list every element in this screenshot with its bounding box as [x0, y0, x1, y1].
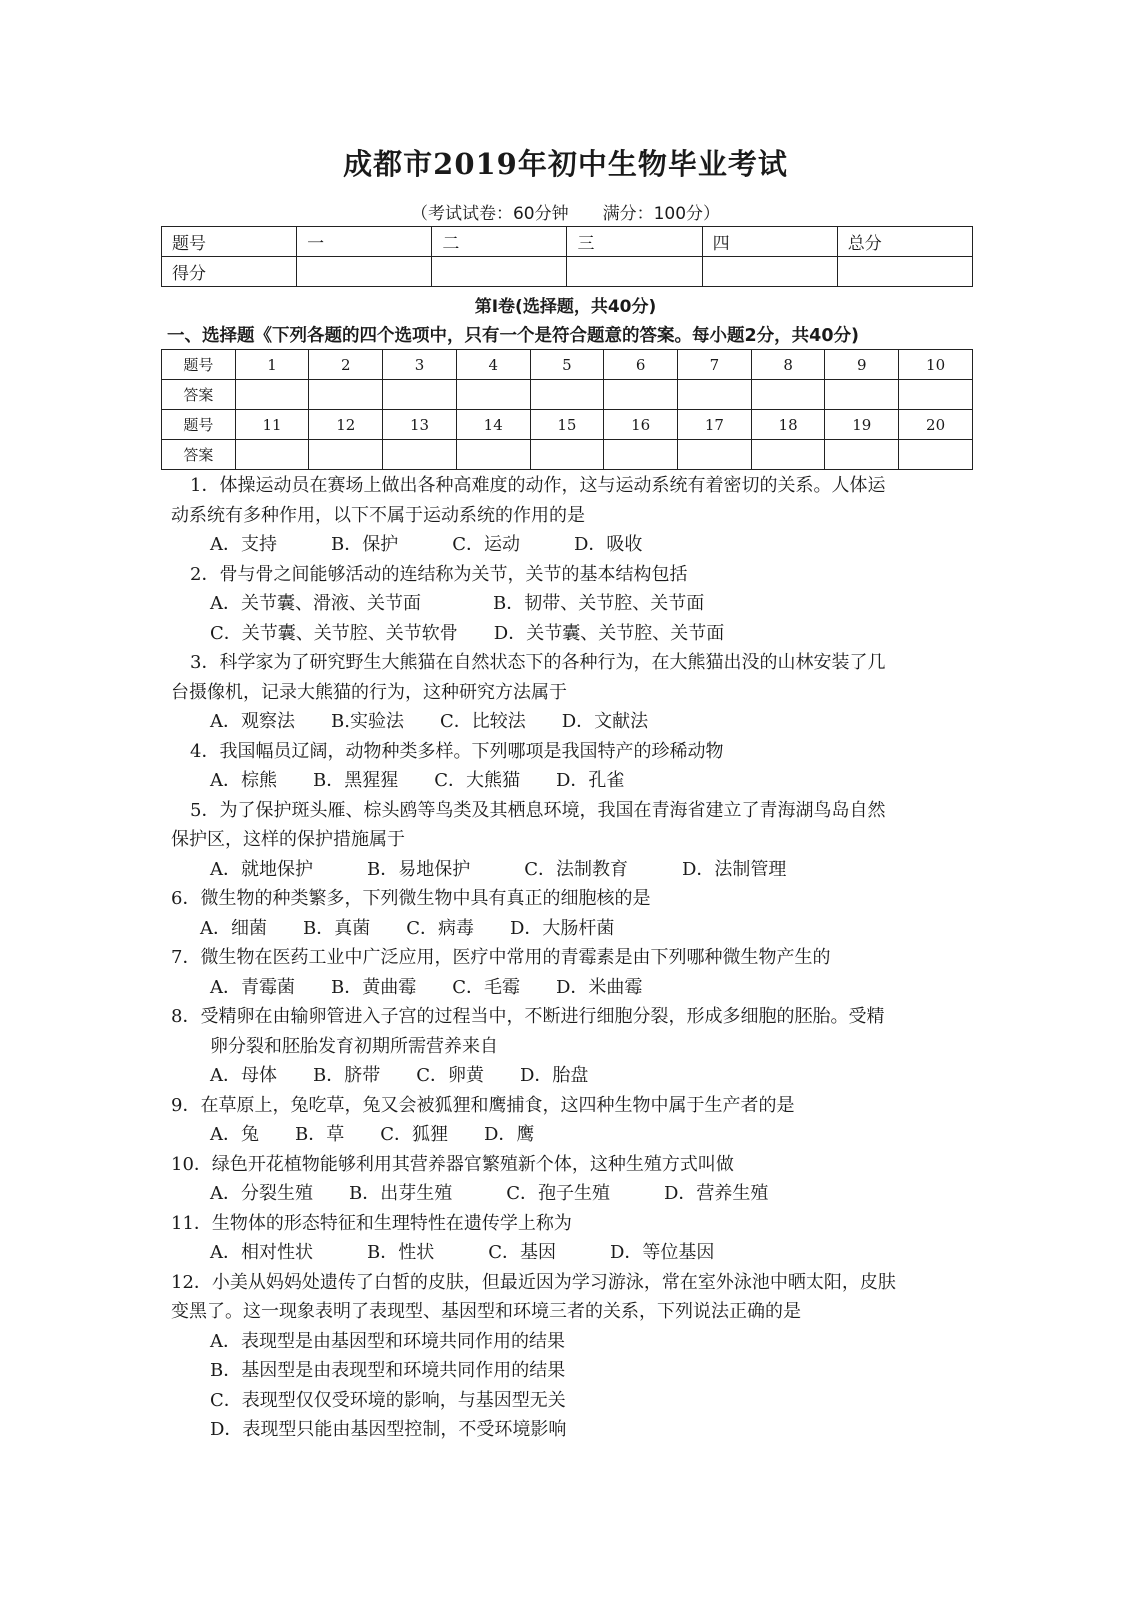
answer-blank-cell — [530, 380, 604, 410]
question-1-stem: 1．体操运动员在赛场上做出各种高难度的动作，这与运动系统有着密切的关系。人体运 — [190, 475, 886, 496]
question-7-stem: 7．微生物在医药工业中广泛应用，医疗中常用的青霉素是由下列哪种微生物产生的 — [171, 947, 831, 968]
score-table — [161, 226, 973, 287]
question-12-stem: 12．小美从妈妈处遗传了白皙的皮肤，但最近因为学习游泳，常在室外泳池中晒太阳，皮肤 — [171, 1272, 896, 1293]
answer-blank-cell — [235, 440, 309, 470]
question-10-options: A．分裂生殖 B．出芽生殖 C．孢子生殖 D．营养生殖 — [210, 1183, 769, 1204]
answer-blank-cell — [235, 380, 309, 410]
question-3-stem-cont: 台摄像机，记录大熊猫的行为，这种研究方法属于 — [171, 682, 567, 703]
score-blank-cell — [297, 257, 432, 287]
score-blank-cell — [432, 257, 567, 287]
answer-num-cell: 20 — [899, 410, 973, 440]
answer-num-cell: 10 — [899, 350, 973, 380]
score-header-cell: 四 — [702, 227, 837, 257]
question-2-stem: 2．骨与骨之间能够活动的连结称为关节，关节的基本结构包括 — [190, 564, 688, 585]
answer-table — [161, 349, 973, 470]
question-12-option-c: C．表现型仅仅受环境的影响，与基因型无关 — [210, 1390, 566, 1411]
score-blank-cell — [837, 257, 972, 287]
answer-num-cell: 7 — [678, 350, 752, 380]
answer-num-cell: 8 — [751, 350, 825, 380]
answer-num-cell: 11 — [235, 410, 309, 440]
answer-blank-cell — [678, 380, 752, 410]
question-5-options: A．就地保护 B．易地保护 C．法制教育 D．法制管理 — [210, 859, 787, 880]
answer-number-row — [162, 350, 973, 380]
answer-blank-cell — [604, 440, 678, 470]
answer-num-cell: 13 — [383, 410, 457, 440]
question-4-stem: 4．我国幅员辽阔，动物种类多样。下列哪项是我国特产的珍稀动物 — [190, 741, 724, 762]
question-12-stem-cont: 变黑了。这一现象表明了表现型、基因型和环境三者的关系，下列说法正确的是 — [171, 1301, 801, 1322]
score-table-header-row — [162, 227, 973, 257]
answer-blank-row — [162, 440, 973, 470]
part-title: 第Ⅰ卷(选择题，共40分) — [474, 297, 657, 317]
question-11-stem: 11．生物体的形态特征和生理特性在遗传学上称为 — [171, 1213, 572, 1234]
question-2-options-cd: C．关节囊、关节腔、关节软骨 D．关节囊、关节腔、关节面 — [210, 623, 725, 644]
answer-blank-cell — [309, 380, 383, 410]
question-1-stem-cont: 动系统有多种作用，以下不属于运动系统的作用的是 — [171, 505, 585, 526]
question-3-stem: 3．科学家为了研究野生大熊猫在自然状态下的各种行为，在大熊猫出没的山林安装了几 — [190, 652, 886, 673]
question-2-options-ab: A．关节囊、滑液、关节面 B．韧带、关节腔、关节面 — [210, 593, 705, 614]
answer-blank-cell — [604, 380, 678, 410]
answer-number-row — [162, 410, 973, 440]
answer-num-cell: 5 — [530, 350, 604, 380]
answer-blank-cell — [456, 440, 530, 470]
answer-ans-label: 答案 — [162, 440, 236, 470]
question-9-stem: 9．在草原上，兔吃草，兔又会被狐狸和鹰捕食，这四种生物中属于生产者的是 — [171, 1095, 795, 1116]
question-7-options: A．青霉菌 B．黄曲霉 C．毛霉 D．米曲霉 — [210, 977, 643, 998]
score-header-cell: 一 — [297, 227, 432, 257]
answer-num-cell: 9 — [825, 350, 899, 380]
score-blank-cell — [702, 257, 837, 287]
question-11-options: A．相对性状 B．性状 C．基因 D．等位基因 — [210, 1242, 715, 1263]
score-header-cell: 总分 — [837, 227, 972, 257]
score-header-cell: 题号 — [162, 227, 297, 257]
question-8-stem: 8．受精卵在由输卵管进入子宫的过程当中，不断进行细胞分裂，形成多细胞的胚胎。受精 — [171, 1006, 885, 1027]
answer-num-cell: 6 — [604, 350, 678, 380]
answer-num-cell: 17 — [678, 410, 752, 440]
question-12-option-a: A．表现型是由基因型和环境共同作用的结果 — [210, 1331, 565, 1352]
score-label-cell: 得分 — [162, 257, 297, 287]
answer-blank-cell — [456, 380, 530, 410]
answer-num-cell: 3 — [383, 350, 457, 380]
answer-num-cell: 16 — [604, 410, 678, 440]
answer-num-cell: 14 — [456, 410, 530, 440]
question-6-options: A．细菌 B．真菌 C．病毒 D．大肠杆菌 — [200, 918, 615, 939]
answer-blank-cell — [825, 380, 899, 410]
answer-blank-cell — [899, 380, 973, 410]
exam-info: （考试试卷：60分钟 满分：100分） — [410, 204, 721, 224]
answer-blank-row — [162, 380, 973, 410]
question-6-stem: 6．微生物的种类繁多，下列微生物中具有真正的细胞核的是 — [171, 888, 651, 909]
answer-ans-label: 答案 — [162, 380, 236, 410]
answer-blank-cell — [751, 380, 825, 410]
score-blank-cell — [567, 257, 702, 287]
answer-num-label: 题号 — [162, 350, 236, 380]
question-8-stem-cont: 卵分裂和胚胎发育初期所需营养来自 — [210, 1036, 498, 1057]
question-1-options: A．支持 B．保护 C．运动 D．吸收 — [210, 534, 643, 555]
question-12-option-d: D．表现型只能由基因型控制，不受环境影响 — [210, 1419, 567, 1440]
score-header-cell: 三 — [567, 227, 702, 257]
answer-num-cell: 1 — [235, 350, 309, 380]
answer-blank-cell — [309, 440, 383, 470]
answer-num-cell: 2 — [309, 350, 383, 380]
question-5-stem-cont: 保护区，这样的保护措施属于 — [171, 829, 405, 850]
question-12-option-b: B．基因型是由表现型和环境共同作用的结果 — [210, 1360, 566, 1381]
answer-blank-cell — [899, 440, 973, 470]
answer-num-cell: 18 — [751, 410, 825, 440]
section-title: 一、选择题《下列各题的四个选项中，只有一个是符合题意的答案。每小题2分，共40分) — [167, 326, 860, 346]
question-10-stem: 10．绿色开花植物能够利用其营养器官繁殖新个体，这种生殖方式叫做 — [171, 1154, 734, 1175]
answer-num-cell: 19 — [825, 410, 899, 440]
question-9-options: A．兔 B．草 C．狐狸 D．鹰 — [210, 1124, 535, 1145]
answer-blank-cell — [678, 440, 752, 470]
answer-num-cell: 4 — [456, 350, 530, 380]
answer-blank-cell — [530, 440, 604, 470]
score-table-score-row — [162, 257, 973, 287]
answer-blank-cell — [383, 440, 457, 470]
question-3-options: A．观察法 B.实验法 C．比较法 D．文献法 — [210, 711, 649, 732]
answer-num-cell: 12 — [309, 410, 383, 440]
page-title: 成都市2019年初中生物毕业考试 — [343, 147, 788, 181]
answer-blank-cell — [751, 440, 825, 470]
answer-num-cell: 15 — [530, 410, 604, 440]
answer-blank-cell — [825, 440, 899, 470]
question-5-stem: 5．为了保护斑头雁、棕头鸥等鸟类及其栖息环境，我国在青海省建立了青海湖鸟岛自然 — [190, 800, 886, 821]
score-header-cell: 二 — [432, 227, 567, 257]
question-4-options: A．棕熊 B．黑猩猩 C．大熊猫 D．孔雀 — [210, 770, 625, 791]
question-8-options: A．母体 B．脐带 C．卵黄 D．胎盘 — [210, 1065, 589, 1086]
answer-blank-cell — [383, 380, 457, 410]
answer-num-label: 题号 — [162, 410, 236, 440]
